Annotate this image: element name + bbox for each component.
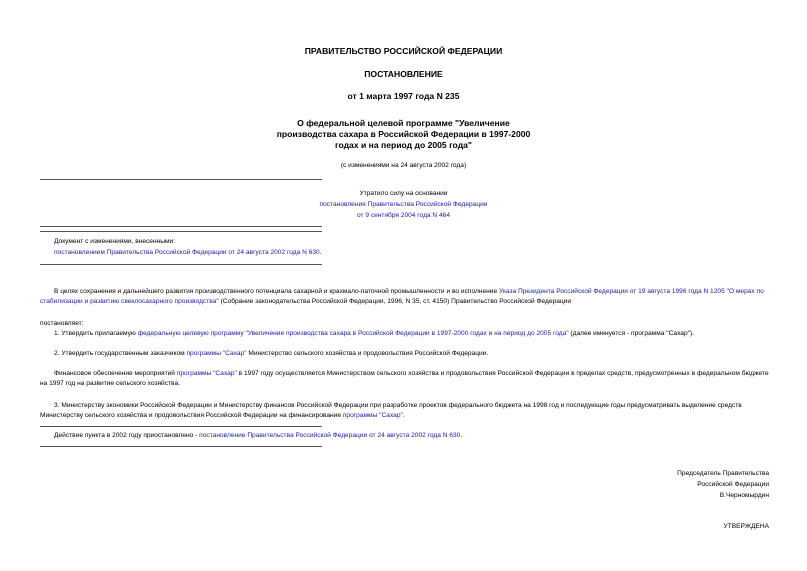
financing-paragraph: [40, 369, 770, 389]
government-heading: ПРАВИТЕЛЬСТВО РОССИЙСКОЙ ФЕДЕРАЦИИ: [304, 46, 503, 56]
divider: [40, 226, 322, 227]
divider: [40, 264, 322, 265]
changes-note-end: .: [319, 249, 322, 256]
item-1-text-end: (далее именуется - программа "Сахар").: [568, 330, 694, 337]
signature-country: Российской Федерации: [697, 481, 769, 488]
signature-name: В.Черномырдин: [719, 492, 769, 499]
divider: [40, 179, 322, 180]
item-2-text: 2. Утвердить государственным заказчиком: [54, 350, 187, 357]
preamble-paragraph: [40, 287, 770, 307]
void-notice-text: Утратило силу на основании: [359, 190, 448, 197]
changes-note-link[interactable]: постановлением Правительства Российской Федерации от 24 августа 2002 года N 630: [54, 249, 320, 256]
item-2-paragraph: [40, 349, 770, 359]
amendment-note: (с изменениями на 24 августа 2002 года): [340, 162, 467, 169]
preamble-text-end: (Собрание законодательства Российской Федерации, 1996, N 35, ст. 4150) Правительство Российской Федерации: [218, 298, 572, 305]
document-type-heading: ПОСТАНОВЛЕНИЕ: [364, 69, 443, 79]
suspension-link[interactable]: постановление Правительства Российской Федерации от 24 августа 2002 года N 630: [199, 432, 461, 439]
suspension-text: Действие пункта в 2002 году приостановлено -: [54, 432, 200, 439]
divider: [40, 231, 322, 232]
approved-label: УТВЕРЖДЕНА: [723, 523, 769, 530]
item-1-paragraph: [40, 329, 770, 339]
decree-link[interactable]: Указа Президента Российской Федерации от 19 августа 1996 года N 1205 "О мерах по стабилизации и развитию свеклосахарного производства": [40, 288, 764, 305]
item-3-paragraph: [40, 401, 770, 421]
suspension-note: [54, 431, 462, 441]
date-number-heading: от 1 марта 1997 года N 235: [347, 91, 460, 101]
title-line: О федеральной целевой программе "Увеличение: [297, 118, 510, 128]
signature-block: [549, 468, 769, 501]
program-sugar-link[interactable]: программы "Сахар": [342, 412, 403, 419]
item-1-text: 1. Утвердить прилагаемую: [54, 330, 138, 337]
void-notice-link-date[interactable]: от 9 сентября 2004 года N 464: [356, 212, 451, 219]
signature-title: Председатель Правительства: [677, 470, 769, 477]
item-3-text-end: .: [402, 412, 405, 419]
suspension-text-end: .: [460, 432, 463, 439]
document-title: [0, 118, 807, 151]
financing-text: Финансовое обеспечение мероприятий: [54, 370, 177, 377]
financing-text-end: в 1997 году осуществляется Министерством сельского хозяйства и продовольствия Российской Федерации в пределах средств, предусмотренных в федеральном бюджете на 1997 год на развитие сельского хозяйства.: [40, 370, 769, 387]
divider: [40, 426, 322, 427]
item-2-text-end: Министерство сельского хозяйства и продовольствия Российской Федерации.: [246, 350, 489, 357]
program-sugar-link[interactable]: программы "Сахар": [186, 350, 247, 357]
void-notice-link[interactable]: постановления Правительства Российской Федерации: [319, 201, 488, 208]
preamble-text: В целях сохранения и дальнейшего развития производственного потенциала сахарной и крахмало-паточной промышленности и во исполнение: [54, 288, 499, 295]
title-line: производства сахара в Российской Федерации в 1997-2000: [276, 129, 531, 139]
program-sugar-link[interactable]: программы "Сахар": [176, 370, 237, 377]
resolves-label: постановляет:: [40, 320, 84, 327]
program-link[interactable]: федеральную целевую программу "Увеличение производства сахара в Российской Федерации в 1997-2000 годах и на период до 2005 года": [137, 330, 569, 337]
changes-note-label: Документ с изменениями, внесенными:: [54, 238, 176, 245]
item-3-text: 3. Министерству экономики Российской Федерации и Министерству финансов Российской Федерации при разработке проектов федерального бюджета на 1998 год и последующие годы предусматривать выделение средств Министерству сельского хозяйства и продовольствия Российской Федерации на финансирование: [40, 402, 742, 419]
divider: [40, 446, 322, 447]
title-line: годах и на период до 2005 года": [334, 140, 473, 150]
